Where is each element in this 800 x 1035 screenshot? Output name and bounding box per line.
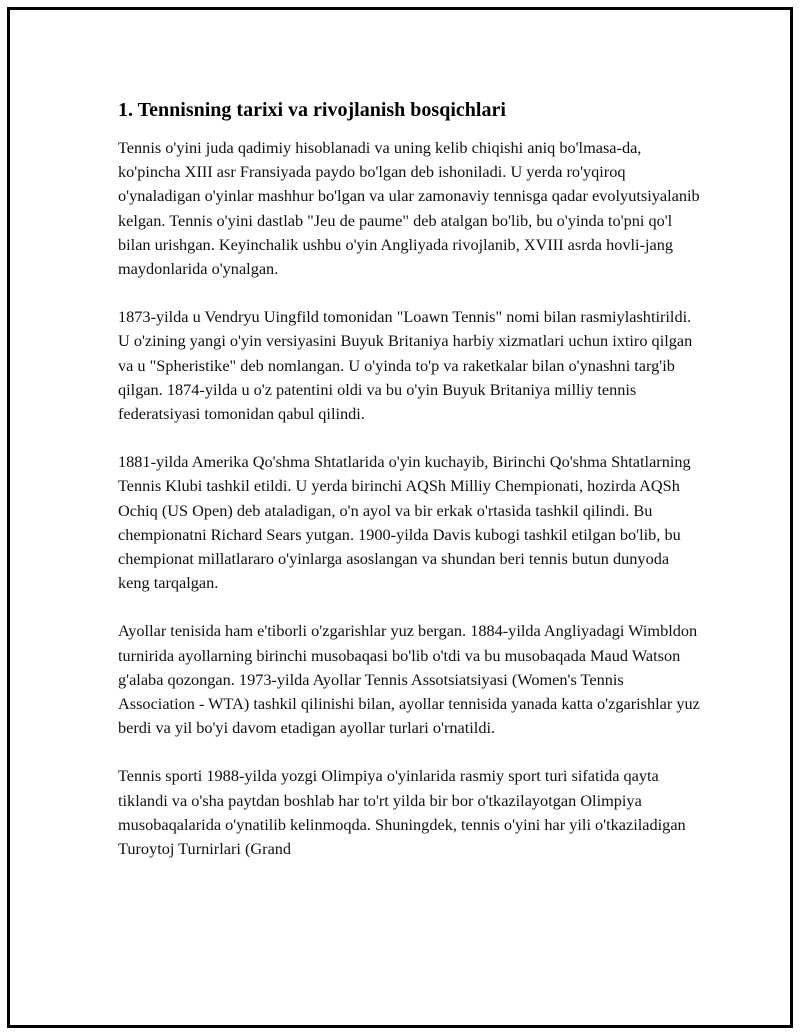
section-heading: 1. Tennisning tarixi va rivojlanish bosqichlari — [118, 99, 506, 121]
paragraph-lawn-tennis: 1873-yilda u Vendryu Uingfild tomonidan "Loawn Tennis" nomi bilan rasmiylashtirildi. U o'zining yangi o'yin versiyasini Buyuk Britaniya harbiy xizmatlari uchun ixtiro qilgan va u "Spheristike" deb nomlangan. U o'yinda to'p va raketkalar bilan o'ynashni targ'ib qilgan. 1874-yilda u o'z patentini oldi va bu o'yin Buyuk Britaniya milliy tennis federatsiyasi tomonidan qabul qilindi. — [118, 307, 693, 424]
paragraph-olympics: Tennis sporti 1988-yilda yozgi Olimpiya o'yinlarida rasmiy sport turi sifatida qayta tiklandi va o'sha paytdan boshlab har to'rt yilda bir bor o'tkazilayotgan Olimpiya musobaqalarida o'ynatilib kelinmoqda. Shuningdek, tennis o'yini har yili o'tkaziladigan Turoytoj Turnirlari (Grand — [118, 766, 686, 859]
document-body — [118, 98, 700, 885]
paragraph-origins: Tennis o'yini juda qadimiy hisoblanadi va uning kelib chiqishi aniq bo'lmasa-da, ko'pincha XIII asr Fransiyada paydo bo'lgan deb ishoniladi. U yerda ro'yqiroq o'ynaladigan o'yinlar mashhur bo'lgan va ular zamonaviy tennisga qadar evolyutsiyalanib kelgan. Tennis o'yini dastlab "Jeu de paume" deb atalgan bo'lib, bu o'yinda to'pni qo'l bilan urishgan. Keyinchalik ushbu o'yin Angliyada rivojlanib, XVIII asrda hovli-jang maydonlarida o'ynalgan. — [118, 138, 700, 279]
paragraph-usa-davis-cup: 1881-yilda Amerika Qo'shma Shtatlarida o'yin kuchayib, Birinchi Qo'shma Shtatlarning Tennis Klubi tashkil etildi. U yerda birinchi AQSh Milliy Chempionati, hozirda AQSh Ochiq (US Open) deb ataladigan, o'n ayol va bir erkak o'rtasida tashkil qilindi. Bu chempionatni Richard Sears yutgan. 1900-yilda Davis kubogi tashkil etilgan bo'lib, bu chempionat millatlararo o'yinlarga asoslangan va shundan beri tennis butun dunyoda keng tarqalgan. — [118, 452, 691, 593]
paragraph-womens-tennis: Ayollar tenisida ham e'tiborli o'zgarishlar yuz bergan. 1884-yilda Angliyadagi Wimbldon turnirida ayollarning birinchi musobaqasi bo'lib o'tdi va bu musobaqada Maud Watson g'alaba qozongan. 1973-yilda Ayollar Tennis Assotsiatsiyasi (Women's Tennis Association - WTA) tashkil qilinishi bilan, ayollar tennisida yanada katta o'zgarishlar yuz berdi va yil bo'yi davom etadigan ayollar turlari o'rnatildi. — [118, 621, 700, 738]
page-frame — [7, 7, 793, 1028]
